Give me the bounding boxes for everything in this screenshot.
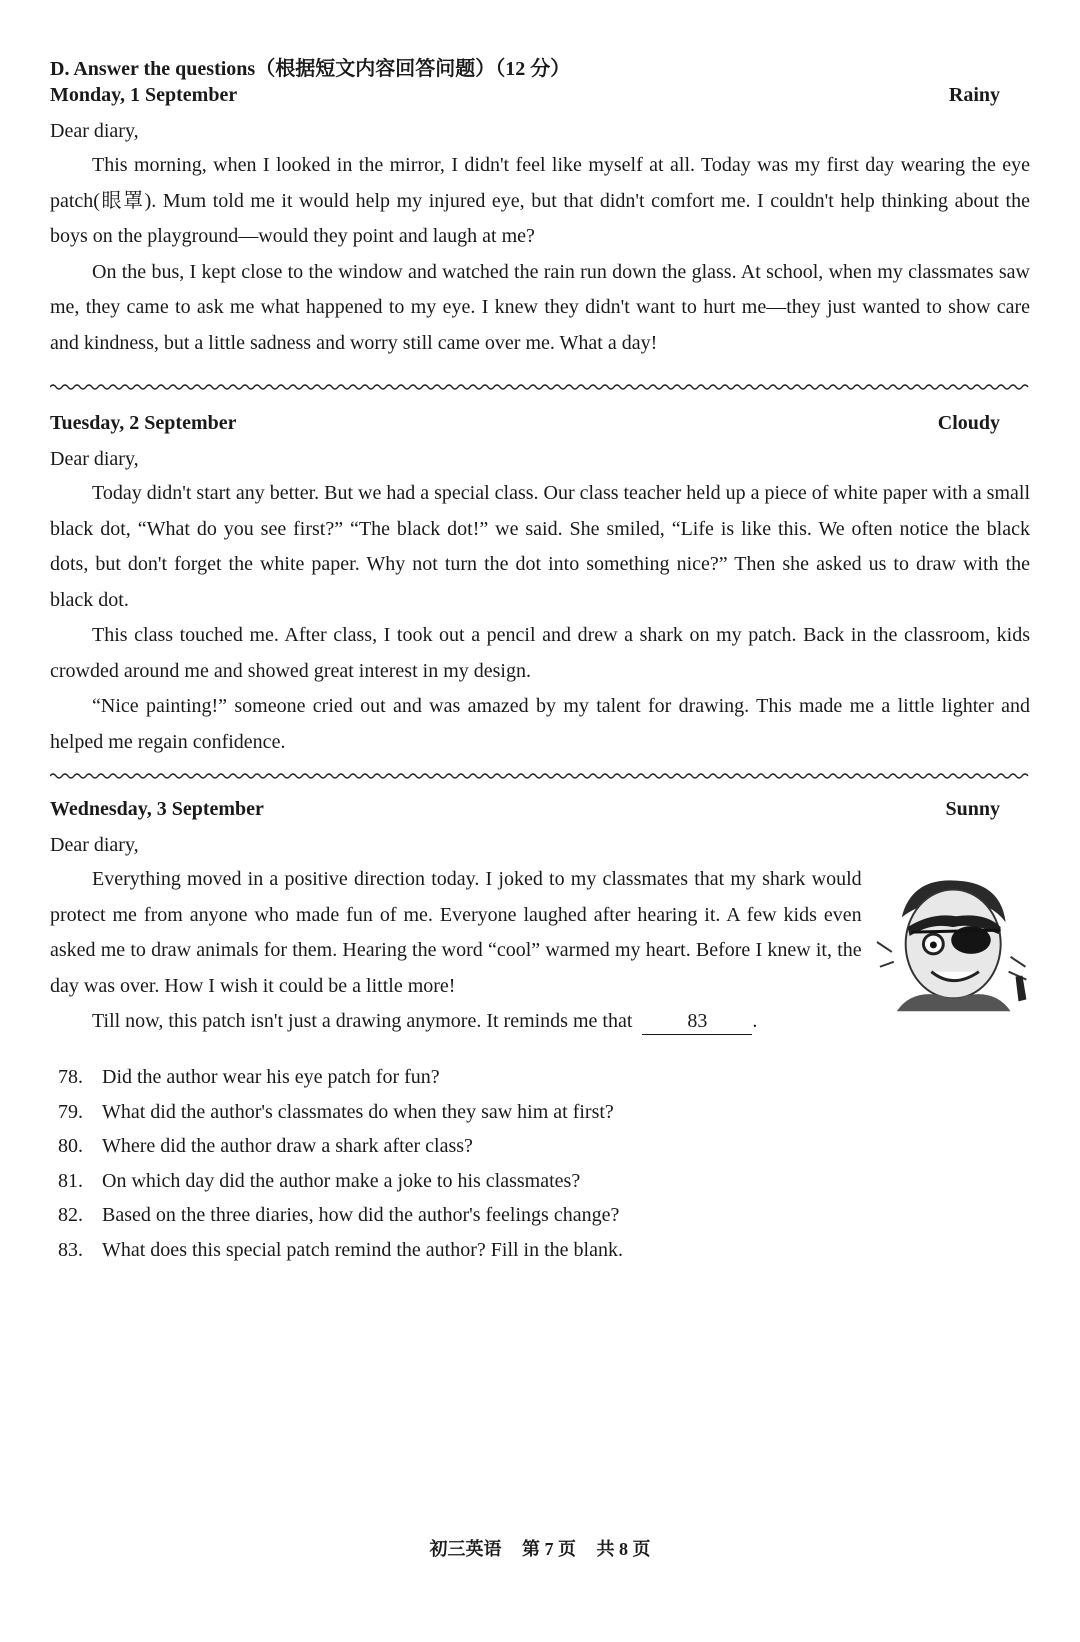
section-title: D. Answer the questions（根据短文内容回答问题）（12 分） bbox=[50, 58, 571, 80]
questions-list bbox=[58, 1060, 958, 1267]
sentence-end: . bbox=[752, 1010, 758, 1032]
entry-date: Tuesday, 2 September bbox=[50, 412, 237, 434]
question-number: 78. bbox=[58, 1066, 83, 1088]
diary-entry-monday bbox=[50, 84, 1030, 361]
question-number: 80. bbox=[58, 1135, 83, 1157]
question-text: Where did the author draw a shark after class? bbox=[102, 1135, 473, 1157]
entry-body bbox=[50, 862, 1030, 1040]
entry-header bbox=[50, 84, 1030, 114]
entry-paragraph: On the bus, I kept close to the window and watched the rain run down the glass. At school, when my classmates saw me, they came to ask me what happened to my eye. I knew they didn't want to hurt me—they just wanted to show care and kindness, but a little sadness and worry still came over me. What a day! bbox=[50, 260, 1030, 354]
question-item bbox=[58, 1129, 958, 1164]
question-item bbox=[58, 1060, 958, 1095]
question-item bbox=[58, 1198, 958, 1233]
footer-page-number: 第 7 页 bbox=[522, 1539, 576, 1559]
entry-paragraph: Today didn't start any better. But we had a special class. Our class teacher held up a piece of white paper with a small black dot, “What do you see first?” “The black dot!” we said. She smiled, “Life is like this. We often notice the black dots, but don't forget the white paper. Why not turn the dot into something nice?” Then she asked us to draw with the black dot. bbox=[50, 482, 1030, 611]
entry-header bbox=[50, 798, 1030, 828]
boy-with-eye-patch-illustration bbox=[872, 872, 1030, 1012]
question-item bbox=[58, 1233, 958, 1268]
question-text: Did the author wear his eye patch for fun? bbox=[102, 1066, 440, 1088]
question-number: 82. bbox=[58, 1204, 83, 1226]
footer-total-pages: 共 8 页 bbox=[596, 1539, 651, 1559]
entry-greeting: Dear diary, bbox=[50, 120, 139, 142]
entry-weather: Rainy bbox=[948, 84, 1000, 106]
entry-greeting: Dear diary, bbox=[50, 448, 139, 470]
footer-subject: 初三英语 bbox=[429, 1539, 502, 1559]
entry-paragraph: This class touched me. After class, I took out a pencil and drew a shark on my patch. Back in the classroom, kids crowded around me and showed great interest in my design. bbox=[50, 624, 1030, 682]
diary-entry-wednesday bbox=[50, 798, 1030, 1040]
entry-paragraph: Everything moved in a positive direction today. I joked to my classmates that my shark would protect me from anyone who made fun of me. Everyone laughed after hearing it. A few kids even asked me to draw animals for them. Hearing the word “cool” warmed my heart. Before I knew it, the day was over. How I wish it could be a little more! bbox=[50, 868, 862, 997]
fill-in-sentence: Till now, this patch isn't just a drawing anymore. It reminds me that bbox=[92, 1010, 633, 1032]
page-footer bbox=[0, 1535, 1080, 1561]
question-number: 81. bbox=[58, 1169, 83, 1192]
entry-weather: Cloudy bbox=[937, 412, 1000, 434]
entry-text bbox=[50, 862, 862, 1040]
question-text: What did the author's classmates do when they saw him at first? bbox=[102, 1100, 614, 1123]
entry-paragraph: “Nice painting!” someone cried out and was amazed by my talent for drawing. This made me a little lighter and helped me regain confidence. bbox=[50, 695, 1030, 753]
question-item bbox=[58, 1164, 958, 1199]
question-number: 79. bbox=[58, 1100, 83, 1123]
question-item bbox=[58, 1095, 958, 1130]
entry-header bbox=[50, 412, 1030, 442]
entry-weather: Sunny bbox=[945, 798, 1000, 820]
question-text: Based on the three diaries, how did the author's feelings change? bbox=[102, 1204, 620, 1226]
question-number: 83. bbox=[58, 1238, 83, 1261]
diary-entry-tuesday bbox=[50, 412, 1030, 760]
question-text: What does this special patch remind the author? Fill in the blank. bbox=[102, 1238, 623, 1261]
answer-blank: 83 bbox=[642, 1008, 752, 1035]
entry-paragraph: This morning, when I looked in the mirror, I didn't feel like myself at all. Today was my first day wearing the eye patch(眼罩). Mum told me it would help my injured eye, but that didn't comfort me. I couldn't help thinking about the boys on the playground—would they point and laugh at me? bbox=[50, 154, 1030, 247]
question-text: On which day did the author make a joke to his classmates? bbox=[102, 1169, 581, 1192]
wavy-divider bbox=[50, 383, 1030, 391]
entry-date: Monday, 1 September bbox=[50, 84, 238, 106]
entry-date: Wednesday, 3 September bbox=[50, 798, 264, 820]
entry-paragraph bbox=[50, 1004, 862, 1040]
wavy-divider bbox=[50, 772, 1030, 780]
entry-greeting: Dear diary, bbox=[50, 834, 139, 856]
